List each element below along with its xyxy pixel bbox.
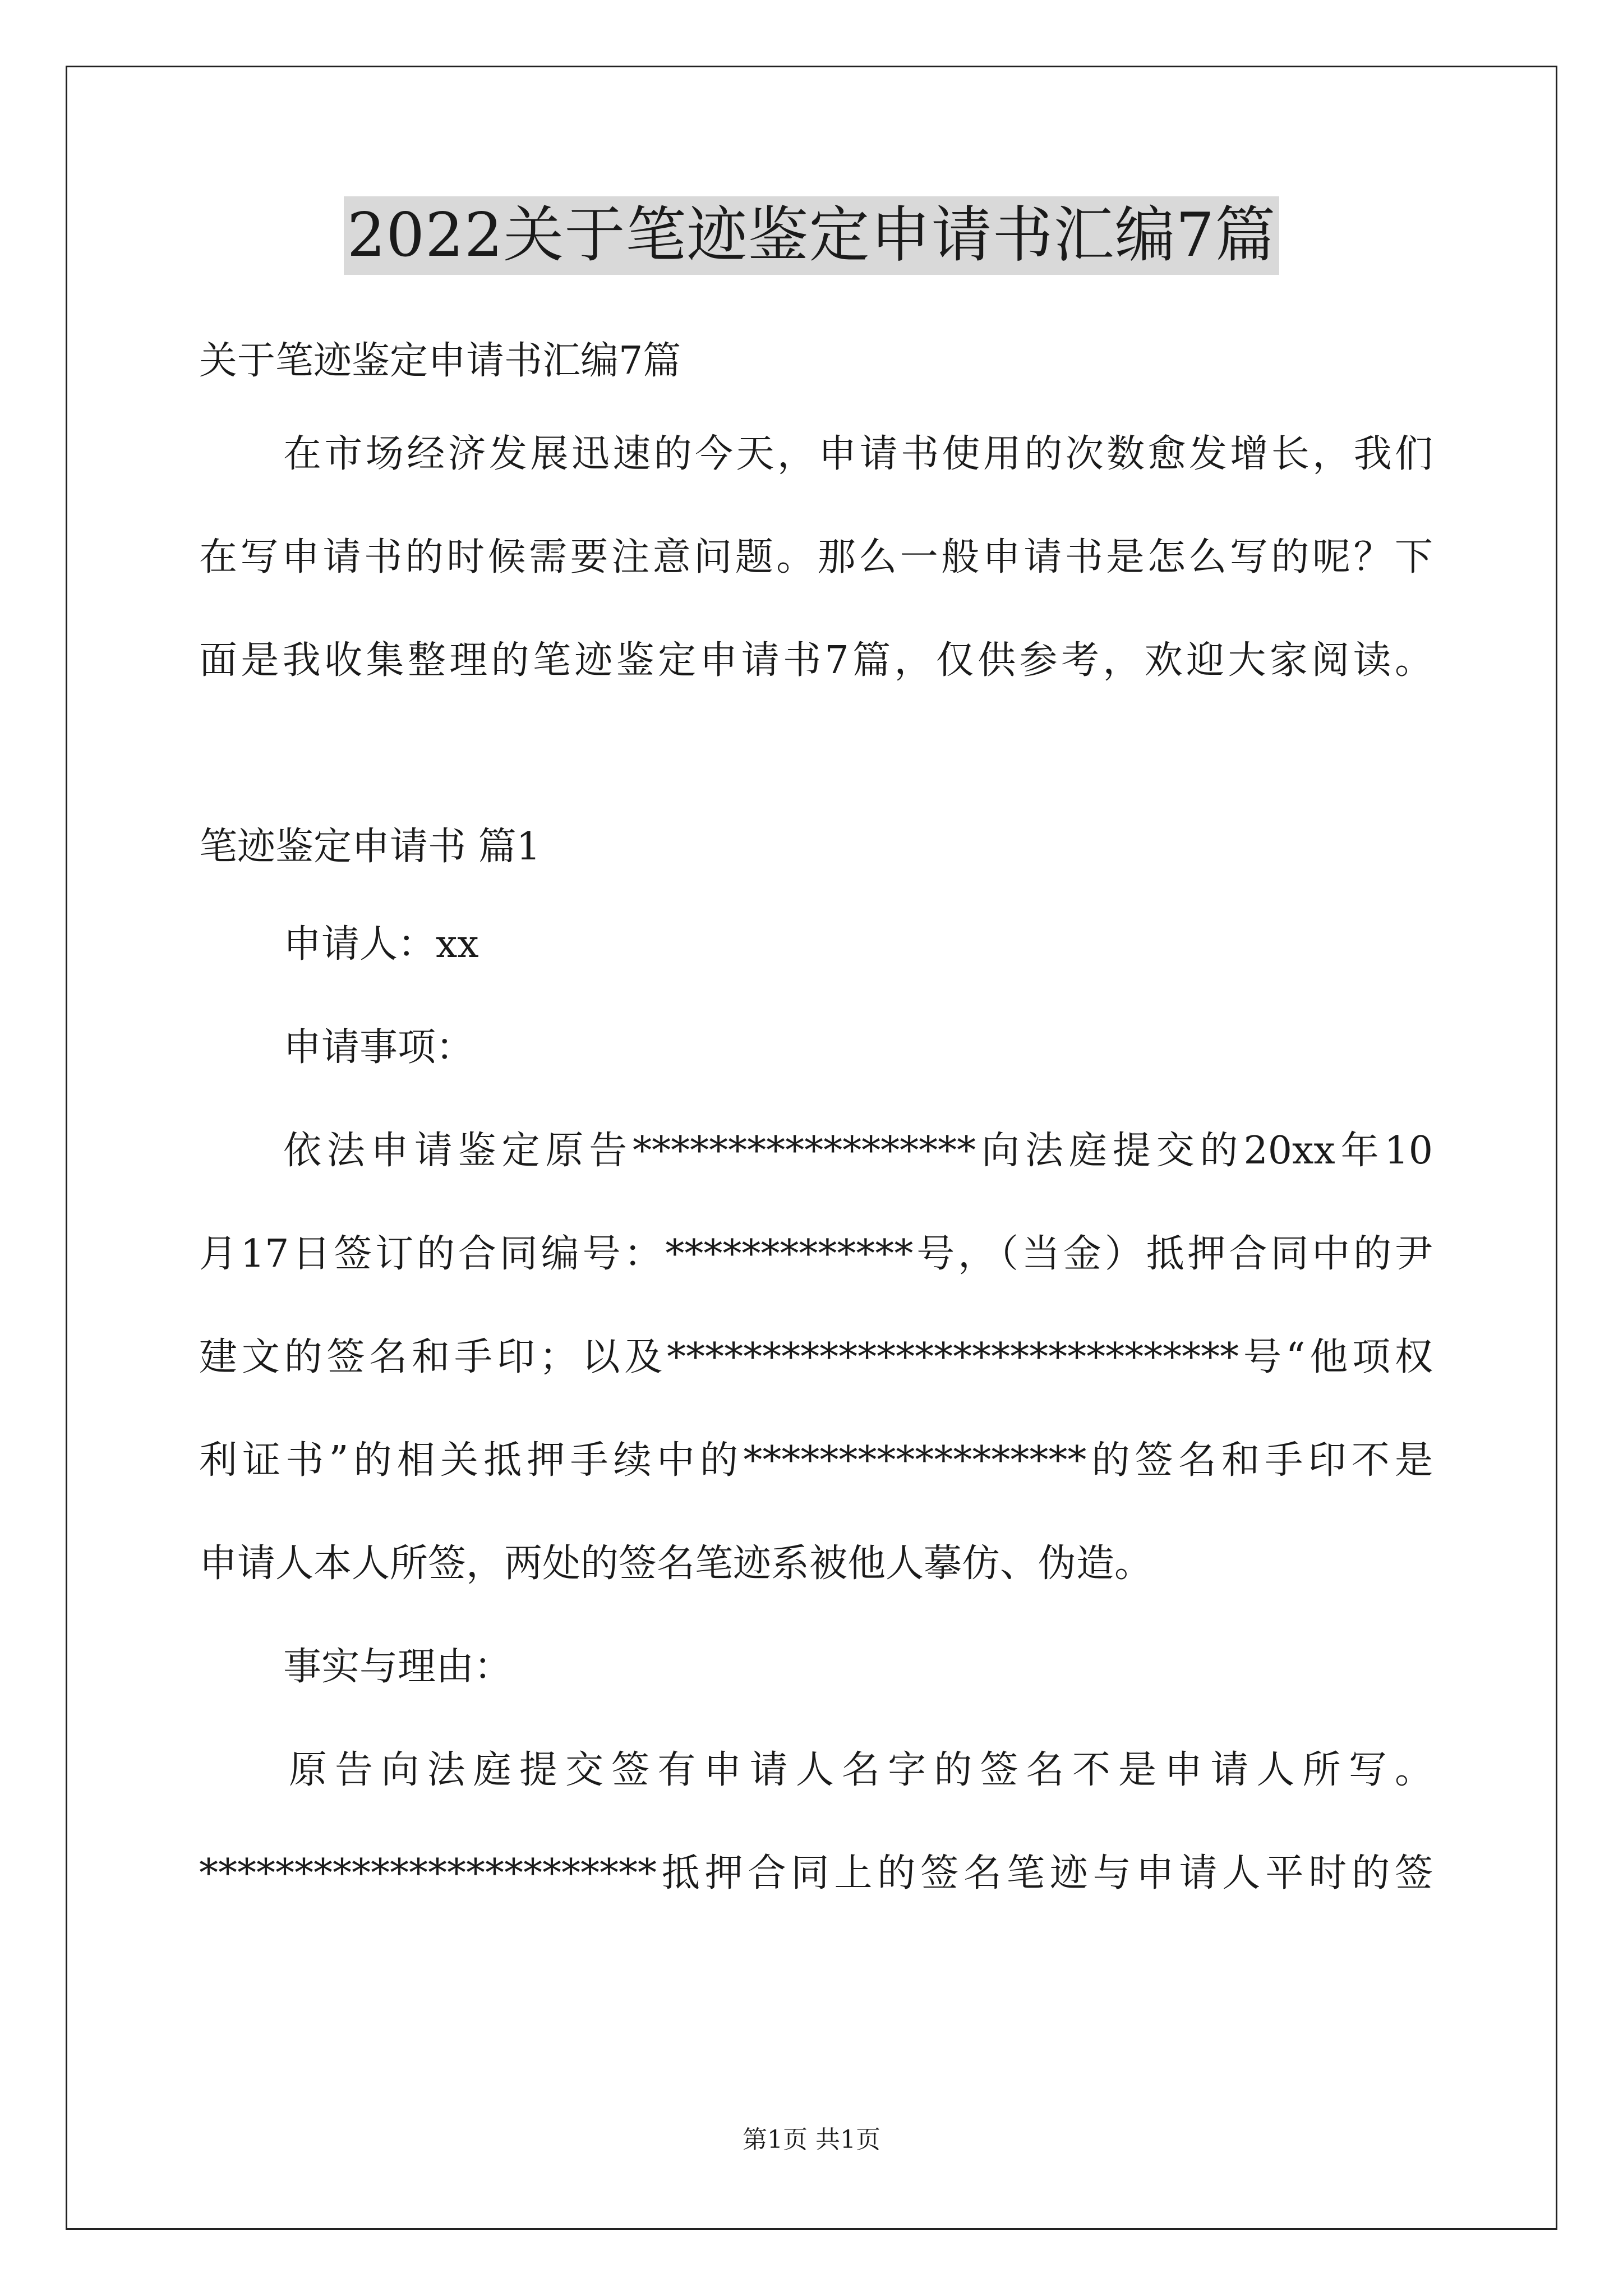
matters-line-5: 申请人本人所签，两处的签名笔迹系被他人摹仿、伪造。 (199, 1542, 1153, 1586)
intro-line-1: 在市场经济发展迅速的今天，申请书使用的次数愈发增长，我们 (283, 432, 1433, 476)
facts-line-1: 原告向法庭提交签有申请人名字的签名不是申请人所写。 (289, 1748, 1433, 1792)
section-heading: 笔迹鉴定申请书 篇1 (199, 825, 541, 869)
title-container (0, 196, 1623, 275)
applicant-line: 申请人：xx (283, 922, 479, 967)
matters-line-3: 建文的签名和手印；以及******************************号“他项权 (199, 1335, 1433, 1379)
document-body (199, 339, 1433, 1895)
document-title: 2022关于笔迹鉴定申请书汇编7篇 (344, 196, 1280, 275)
matters-line-2: 月17日签订的合同编号：*************号，（当金）抵押合同中的尹 (199, 1232, 1433, 1276)
matters-heading: 申请事项： (283, 1025, 474, 1070)
intro-line-2: 在写申请书的时候需要注意问题。那么一般申请书是怎么写的呢？下 (199, 535, 1433, 579)
facts-heading: 事实与理由： (283, 1645, 513, 1689)
matters-line-1: 依法申请鉴定原告******************向法庭提交的20xx年10 (283, 1129, 1433, 1173)
facts-line-2: ************************抵押合同上的签名笔迹与申请人平时的签 (199, 1851, 1433, 1895)
intro-line-3: 面是我收集整理的笔迹鉴定申请书7篇，仅供参考，欢迎大家阅读。 (199, 638, 1433, 683)
matters-line-4: 利证书”的相关抵押手续中的******************的签名和手印不是 (199, 1438, 1433, 1483)
subtitle: 关于笔迹鉴定申请书汇编7篇 (199, 339, 681, 383)
page-number: 第1页 共1页 (743, 2125, 880, 2154)
